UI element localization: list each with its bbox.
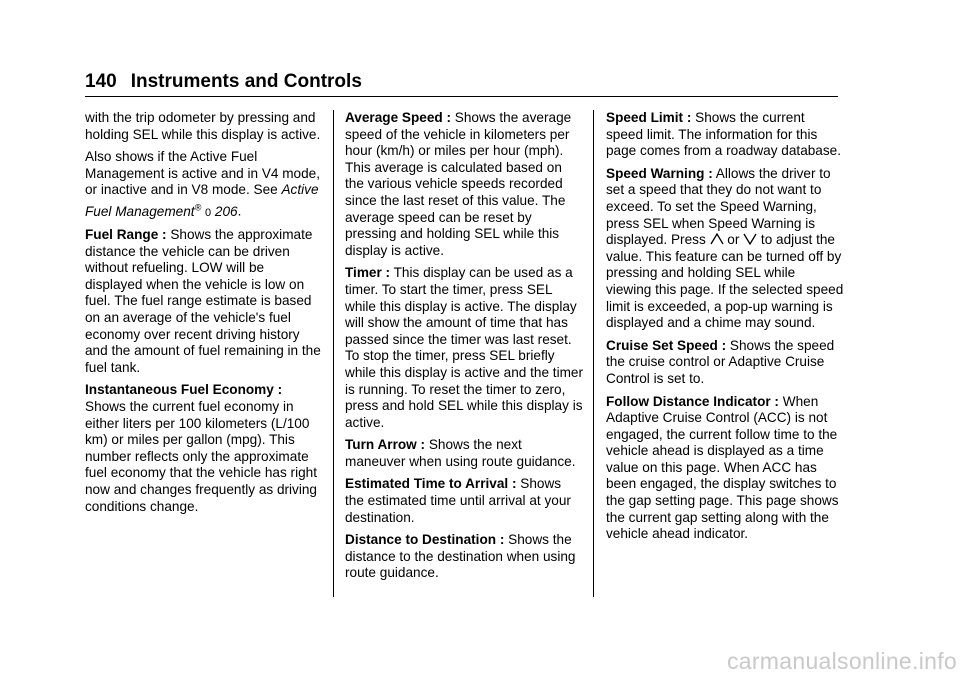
down-arrow-icon xyxy=(743,233,757,245)
column-divider-1 xyxy=(333,110,334,597)
paragraph-distance-to-destination: Distance to Destination : Shows the distance to the destination when using route guidance. xyxy=(345,532,576,581)
paragraph-fuel-range: Fuel Range : Shows the approximate distance the vehicle can be driven without refueling. LOW will be displayed when the vehicle is low on fuel. The fuel range estimate is based on an average of the vehicle's fuel economy over recent driving history and the amount of fuel remaining in the fuel tank. xyxy=(85,227,321,375)
paragraph-afm: Also shows if the Active Fuel Management is active and in V4 mode, or inactive and in V8 mode. See Active Fuel Management® 0 206. xyxy=(85,149,321,219)
column-3 xyxy=(606,110,844,549)
term-distance-to-destination: Distance to Destination : xyxy=(345,532,505,548)
term-average-speed: Average Speed : xyxy=(345,110,452,125)
link-active-fuel-management[interactable]: Active Fuel Management® 0 206 xyxy=(85,182,319,219)
section-title: Instruments and Controls xyxy=(130,71,362,92)
header-rule xyxy=(85,96,838,97)
paragraph-average-speed: Average Speed : Shows the average speed of the vehicle in kilometers per hour (km/h) or miles per hour (mph). This average is calculated based on the various vehicle speeds recorded since the last reset of this value. The average speed can be reset by pressing and holding SEL while this display is active. xyxy=(345,110,572,258)
paragraph-turn-arrow: Turn Arrow : Shows the next maneuver when using route guidance. xyxy=(345,437,576,469)
term-speed-limit: Speed Limit : xyxy=(606,110,692,125)
page-number: 140 xyxy=(85,71,117,92)
paragraph-cruise-set-speed: Cruise Set Speed : Shows the speed the cruise control or Adaptive Cruise Control is set to. xyxy=(606,337,835,386)
paragraph-trip-odometer: with the trip odometer by pressing and holding SEL while this display is active. xyxy=(85,110,321,142)
term-instantaneous-fuel-economy: Instantaneous Fuel Economy : xyxy=(85,382,283,398)
term-cruise-set-speed: Cruise Set Speed : xyxy=(606,337,727,353)
column-2 xyxy=(345,110,583,588)
term-follow-distance: Follow Distance Indicator : xyxy=(606,393,779,409)
term-timer: Timer : xyxy=(345,265,391,281)
paragraph-instantaneous-fuel-economy: Instantaneous Fuel Economy : Shows the current fuel economy in either liters per 100 kilometers (L/100 km) or miles per gallon (mpg). This number reflects only the approximate fuel economy that the vehicle has right now and changes frequently as driving conditions change. xyxy=(85,382,317,514)
page-ref-icon: 0 xyxy=(205,206,212,219)
paragraph-timer: Timer : This display can be used as a timer. To start the timer, press SEL while this display is active. The display will show the amount of time that has passed since the timer was last reset. To stop the timer, press SEL briefly while this display is active and the timer is running. To reset the timer to zero, press and hold SEL while this display is active. xyxy=(345,265,583,430)
paragraph-speed-warning: Speed Warning : Allows the driver to set a speed that they do not want to exceed. To set the Speed Warning, press SEL when Speed Warning is displayed. Press or to adjust the value. This feature can be turned off by pressing and holding SEL while viewing this page. If the selected speed limit is exceeded, a pop-up warning is displayed and a chime may sound. xyxy=(606,165,844,331)
watermark: carmanualsonline.info xyxy=(726,648,957,674)
term-fuel-range: Fuel Range : xyxy=(85,227,167,243)
column-1 xyxy=(85,110,323,521)
paragraph-speed-limit: Speed Limit : Shows the current speed limit. The information for this page comes from a roadway database. xyxy=(606,110,842,159)
term-turn-arrow: Turn Arrow : xyxy=(345,437,426,453)
page-header xyxy=(85,71,837,93)
term-speed-warning: Speed Warning : xyxy=(606,165,713,181)
column-divider-2 xyxy=(593,110,594,597)
paragraph-follow-distance: Follow Distance Indicator : When Adaptive Cruise Control (ACC) is not engaged, the current follow time to the vehicle ahead is displayed as a time value on this page. When ACC has been engaged, the display switches to the gap setting page. This page shows the current gap setting along with the vehicle ahead indicator. xyxy=(606,393,839,542)
term-eta: Estimated Time to Arrival : xyxy=(345,476,517,492)
paragraph-eta: Estimated Time to Arrival : Shows the estimated time until arrival at your destination. xyxy=(345,476,571,525)
up-arrow-icon xyxy=(710,233,724,245)
